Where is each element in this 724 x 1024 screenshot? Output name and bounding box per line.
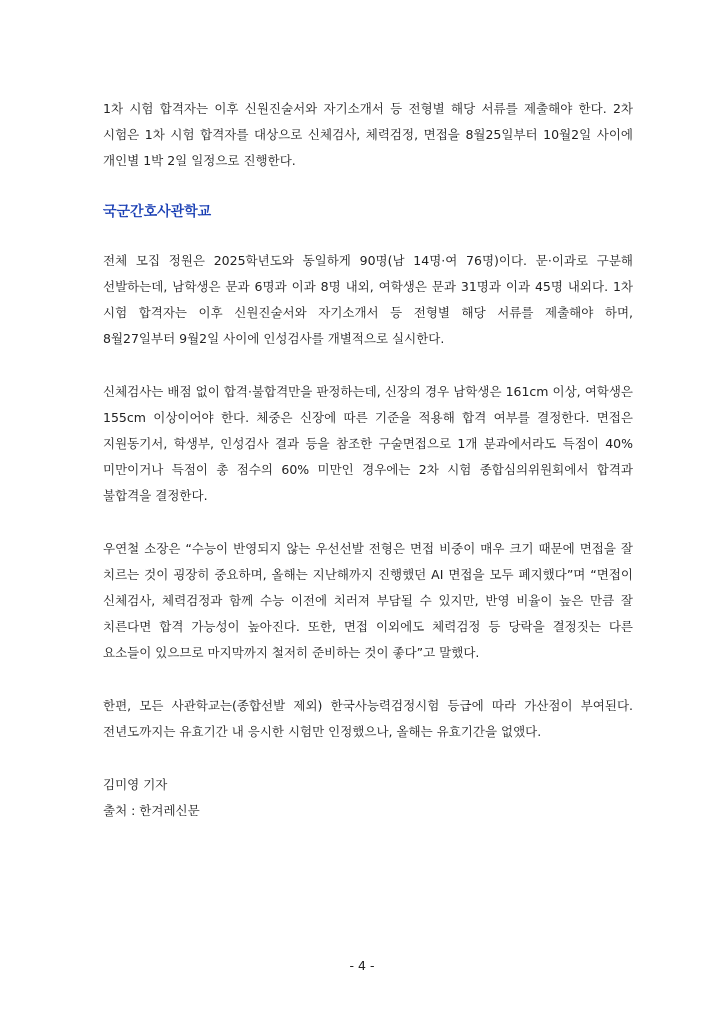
document-page xyxy=(103,96,633,824)
source-credit: 출처 : 한겨레신문 xyxy=(103,803,200,818)
byline xyxy=(103,772,633,824)
page-number: - 4 - xyxy=(349,958,375,973)
section-heading: 국군간호사관학교 xyxy=(103,204,212,220)
paragraph-bonus-points: 한편, 모든 사관학교는(종합선발 제외) 한국사능력검정시험 등급에 따라 가산점이 부여된다. 전년도까지는 유효기간 내 응시한 시험만 인정했으나, 올해는 유효기간을 없앴다. xyxy=(103,698,633,739)
paragraph-recruitment: 전체 모집 정원은 2025학년도와 동일하게 90명(남 14명·여 76명)이다. 문·이과로 구분해 선발하는데, 남학생은 문과 6명과 이과 8명 내외, 여학생은 문과 31명과 이과 45명 내외다. 1차 시험 합격자는 이후 신원진술서와 자기소개서 등 전형별 해당 서류를 제출해야 하며, 8월27일부터 9월2일 사이에 인성검사를 개별적으로 실시한다. xyxy=(103,253,633,346)
paragraph-quote: 우연철 소장은 “수능이 반영되지 않는 우선선발 전형은 면접 비중이 매우 크기 때문에 면접을 잘 치르는 것이 굉장히 중요하며, 올해는 지난해까지 진행했던 AI 면접을 모두 폐지했다”며 “면접이 신체검사, 체력검정과 함께 수능 이전에 치러져 부담될 수 있지만, 반영 비율이 높은 만큼 잘 치른다면 합격 가능성이 높아진다. 또한, 면접 이외에도 체력검정 등 당락을 결정짓는 다른 요소들이 있으므로 마지막까지 철저히 준비하는 것이 좋다”고 말했다. xyxy=(103,541,633,660)
reporter-name: 김미영 기자 xyxy=(103,777,168,792)
section xyxy=(103,201,633,223)
paragraph-intro: 1차 시험 합격자는 이후 신원진술서와 자기소개서 등 전형별 해당 서류를 제출해야 한다. 2차 시험은 1차 시험 합격자를 대상으로 신체검사, 체력검정, 면접을 8월25일부터 10월2일 사이에 개인별 1박 2일 일정으로 진행한다. xyxy=(103,101,633,168)
paragraph-physical-exam: 신체검사는 배점 없이 합격·불합격만을 판정하는데, 신장의 경우 남학생은 161cm 이상, 여학생은 155cm 이상이어야 한다. 체중은 신장에 따른 기준을 적용해 합격 여부를 결정한다. 면접은 지원동기서, 학생부, 인성검사 결과 등을 참조한 구술면접으로 1개 분과에서라도 득점이 40% 미만이거나 득점이 총 점수의 60% 미만인 경우에는 2차 시험 종합심의위원회에서 합격과 불합격을 결정한다. xyxy=(103,384,633,503)
